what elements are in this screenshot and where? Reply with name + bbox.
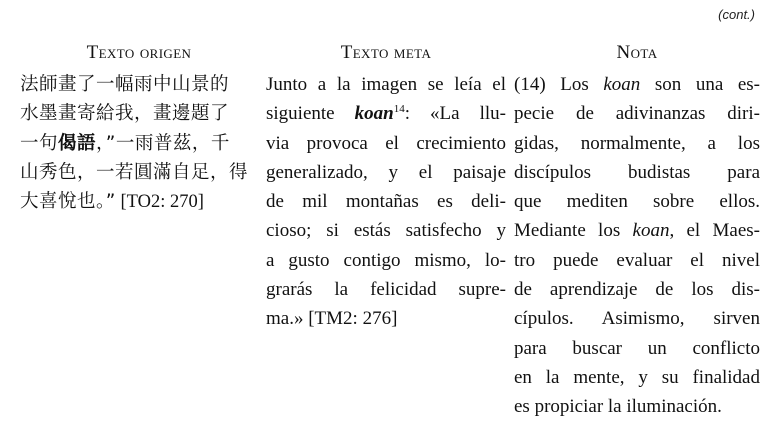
koan-term: koan xyxy=(632,220,670,242)
note-fragment: Mediante los xyxy=(514,220,633,242)
koan-term: koan xyxy=(354,103,394,125)
koan-term: koan xyxy=(603,74,641,95)
note-line: en la mente, y su finalidad xyxy=(514,366,760,388)
source-line xyxy=(20,129,258,158)
source-line: 法師畫了一幅雨中山景的 xyxy=(20,74,230,95)
target-line: ma.» [TM2: 276] xyxy=(266,308,398,330)
note-line: discípulos budistas para xyxy=(514,161,760,183)
target-fragment: : «La llu- xyxy=(404,103,506,125)
header-source: Texto origen xyxy=(86,42,192,63)
target-line: via provoca el crecimiento xyxy=(266,132,506,154)
note-fragment: , el Maes- xyxy=(669,220,760,242)
source-fragment: 一句 xyxy=(20,132,59,154)
header-note: Nota xyxy=(616,42,658,63)
note-line xyxy=(514,70,760,99)
target-line: de mil montañas es deli- xyxy=(266,191,506,213)
source-fragment: ，”一雨普茲，千 xyxy=(96,132,230,154)
target-line: grarás la felicidad supre- xyxy=(266,279,506,301)
translation-table xyxy=(20,40,761,422)
source-fragment: 大喜悅也。” xyxy=(20,191,116,213)
target-line: generalizado, y el paisaje xyxy=(266,161,506,183)
target-line xyxy=(266,99,506,128)
note-line: cípulos. Asimismo, sirven xyxy=(514,308,760,330)
source-bold-term: 偈語 xyxy=(58,132,97,154)
note-fragment: (14) Los xyxy=(514,74,604,95)
continued-label: (cont.) xyxy=(718,7,755,22)
target-fragment: siguiente xyxy=(266,103,355,125)
source-reference: [TO2: 270] xyxy=(115,192,204,213)
note-line: gidas, normalmente, a los xyxy=(514,132,760,154)
note-line xyxy=(514,216,760,245)
note-fragment: son una es- xyxy=(640,74,761,95)
target-line: cioso; si estás satisfecho y xyxy=(266,220,506,242)
source-text-cell xyxy=(20,70,258,422)
note-line: pecie de adivinanzas diri- xyxy=(514,103,760,125)
note-text-cell xyxy=(514,70,760,422)
target-line: a gusto contigo mismo, lo- xyxy=(266,249,506,271)
source-line: 水墨畫寄給我，畫邊題了 xyxy=(20,103,230,125)
note-line: de aprendizaje de los dis- xyxy=(514,279,760,301)
target-text-cell xyxy=(266,70,506,422)
header-target: Texto meta xyxy=(340,42,432,63)
target-line: Junto a la imagen se leía el xyxy=(266,74,506,95)
note-line: es propiciar la iluminación. xyxy=(514,396,722,418)
footnote-marker: 14 xyxy=(393,103,405,116)
note-line: tro puede evaluar el nivel xyxy=(514,249,760,271)
note-line: para buscar un conflicto xyxy=(514,337,760,359)
source-line: 山秀色，一若圓滿自足，得 xyxy=(20,161,249,183)
source-line xyxy=(20,187,258,217)
note-line: que mediten sobre ellos. xyxy=(514,191,760,213)
